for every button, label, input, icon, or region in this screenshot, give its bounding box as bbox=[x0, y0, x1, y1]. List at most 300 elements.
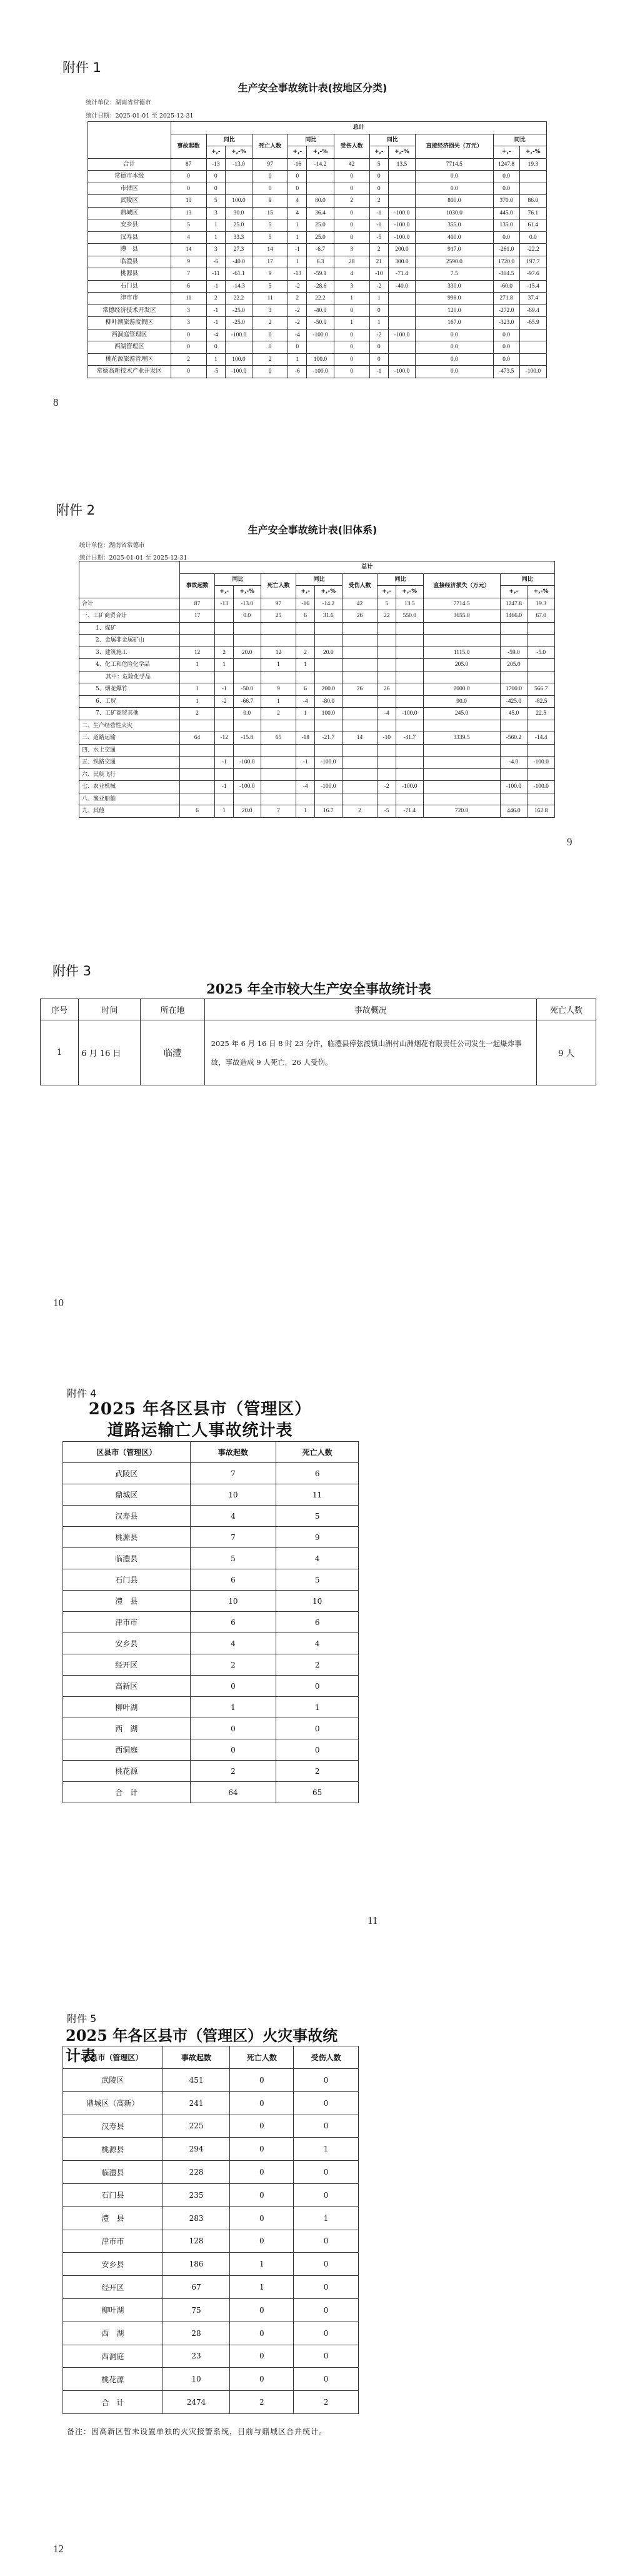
table-cell: -100.0 bbox=[307, 366, 334, 378]
table-row bbox=[88, 366, 547, 378]
table-cell: 6 bbox=[296, 683, 314, 696]
table-cell: 445.0 bbox=[493, 207, 519, 219]
table-cell: 1 bbox=[296, 805, 314, 818]
table-cell: -10 bbox=[369, 268, 388, 281]
table-cell bbox=[378, 659, 396, 672]
table4 bbox=[62, 1441, 359, 1803]
table-cell: 0 bbox=[294, 2230, 359, 2253]
table-cell: 0 bbox=[276, 1718, 359, 1739]
table-row bbox=[88, 304, 547, 317]
table-cell: -100.0 bbox=[314, 757, 342, 769]
table4-title-line1: 2025 年各区县市（管理区） bbox=[88, 1400, 312, 1419]
row-label: 澧 县 bbox=[63, 2206, 163, 2230]
table-cell: 0 bbox=[334, 366, 369, 378]
table-cell: 0 bbox=[334, 341, 369, 354]
table-cell: 19.3 bbox=[519, 158, 546, 171]
table1 bbox=[88, 121, 547, 378]
table-cell: 17 bbox=[252, 256, 288, 268]
row-label: 汉寿县 bbox=[88, 231, 171, 244]
row-label: 桃源县 bbox=[63, 2138, 163, 2161]
table-cell bbox=[500, 671, 528, 683]
table-cell: 235 bbox=[162, 2183, 230, 2206]
table-cell bbox=[396, 695, 423, 708]
table-cell bbox=[342, 768, 378, 781]
table-cell: -41.7 bbox=[396, 732, 423, 745]
table-cell: 2000.0 bbox=[423, 683, 500, 696]
table-cell: -16 bbox=[288, 158, 307, 171]
table-cell: 22.2 bbox=[225, 293, 252, 305]
table-cell: -560.2 bbox=[500, 732, 528, 745]
table-cell bbox=[261, 781, 296, 793]
row-label: 鼎城区 bbox=[63, 1484, 191, 1506]
row-label: 武陵区 bbox=[88, 195, 171, 208]
table2-title: 生产安全事故统计表(旧体系) bbox=[248, 524, 378, 536]
table-cell bbox=[396, 622, 423, 635]
table-cell: 0 bbox=[230, 2183, 294, 2206]
table-cell bbox=[396, 768, 423, 781]
table-row bbox=[63, 1506, 359, 1527]
table4-header-row bbox=[63, 1442, 359, 1463]
table-cell bbox=[528, 671, 555, 683]
table-cell: 135.0 bbox=[493, 219, 519, 232]
table2-header-loss: 直接经济损失（万元） bbox=[423, 573, 500, 598]
table-cell: 1720.0 bbox=[493, 256, 519, 268]
table-cell bbox=[342, 659, 378, 672]
table-row bbox=[88, 341, 547, 354]
row-label: 汉寿县 bbox=[63, 1506, 191, 1527]
table4-header-cell: 事故起数 bbox=[190, 1442, 276, 1463]
table-row bbox=[88, 231, 547, 244]
row-label: 桃花源旅游管理区 bbox=[88, 353, 171, 366]
table-cell: 0.0 bbox=[416, 341, 494, 354]
table-cell: -5 bbox=[206, 366, 225, 378]
table-cell: 2 bbox=[369, 195, 388, 208]
table-cell: -100.0 bbox=[396, 708, 423, 720]
row-label: 其中：危险化学品 bbox=[79, 671, 180, 683]
table5 bbox=[62, 2046, 359, 2414]
table-cell: 0 bbox=[206, 183, 225, 195]
table-cell: -100.0 bbox=[314, 781, 342, 793]
table2-header-yoy: 同比 bbox=[215, 573, 261, 586]
table-cell: -5.0 bbox=[528, 647, 555, 659]
table-cell: 0 bbox=[230, 2206, 294, 2230]
table-cell: 0.0 bbox=[493, 231, 519, 244]
table-cell: -13 bbox=[215, 598, 233, 610]
table-cell: 0 bbox=[294, 2115, 359, 2138]
table1-header-loss: 直接经济损失（万元） bbox=[416, 134, 494, 158]
row-label: 6、工贸 bbox=[79, 695, 180, 708]
table-row bbox=[88, 293, 547, 305]
table-row bbox=[63, 1761, 359, 1782]
table-cell bbox=[388, 183, 415, 195]
table-cell: 1 bbox=[230, 2253, 294, 2276]
table-row bbox=[88, 158, 547, 171]
table2-date: 统计日期：2025-01-01 至 2025-12-31 bbox=[79, 555, 188, 561]
table-cell: 0 bbox=[294, 2298, 359, 2322]
table-cell: 6.3 bbox=[307, 256, 334, 268]
table-cell: 22 bbox=[378, 610, 396, 623]
table-cell: -60.0 bbox=[493, 280, 519, 293]
table-cell: 5 bbox=[171, 219, 206, 232]
table-cell: 36.4 bbox=[307, 207, 334, 219]
table-cell: 20.0 bbox=[314, 647, 342, 659]
table-cell: 90.0 bbox=[423, 695, 500, 708]
table-cell bbox=[233, 768, 261, 781]
table-cell: 10 bbox=[162, 2368, 230, 2391]
table-cell: 0 bbox=[294, 2069, 359, 2092]
table-cell bbox=[378, 695, 396, 708]
table5-container bbox=[62, 2046, 359, 2414]
table-cell: 14 bbox=[342, 732, 378, 745]
table-cell: 1 bbox=[334, 293, 369, 305]
cell-no: 1 bbox=[41, 1020, 79, 1085]
table-row bbox=[79, 720, 555, 732]
table-row bbox=[79, 683, 555, 696]
table-cell: -14.2 bbox=[307, 158, 334, 171]
table-row bbox=[63, 2161, 359, 2184]
table-row bbox=[88, 317, 547, 330]
table-cell bbox=[423, 622, 500, 635]
table-cell: 0 bbox=[206, 341, 225, 354]
table-cell bbox=[179, 635, 215, 647]
table-row bbox=[88, 219, 547, 232]
table-cell: -14.4 bbox=[528, 732, 555, 745]
table-cell: 0.0 bbox=[493, 353, 519, 366]
table-cell: 0.0 bbox=[416, 183, 494, 195]
row-label: 石门县 bbox=[63, 2183, 163, 2206]
table-cell: 0 bbox=[294, 2345, 359, 2368]
table-cell: -100.0 bbox=[225, 366, 252, 378]
table-cell: 0.0 bbox=[519, 231, 546, 244]
table-cell: 0 bbox=[294, 2368, 359, 2391]
table-row bbox=[63, 2230, 359, 2253]
row-label: 安乡县 bbox=[63, 1633, 191, 1654]
table-row bbox=[79, 757, 555, 769]
table-cell: 37.4 bbox=[519, 293, 546, 305]
table-cell bbox=[500, 768, 528, 781]
table1-header-injuries: 受伤人数 bbox=[334, 134, 369, 158]
row-label: 二、生产经营性火灾 bbox=[79, 720, 180, 732]
table-cell: -13.0 bbox=[233, 598, 261, 610]
table-cell: 6 bbox=[296, 610, 314, 623]
table-cell: 2 bbox=[190, 1654, 276, 1676]
table-row bbox=[63, 1739, 359, 1761]
table-cell bbox=[233, 659, 261, 672]
table-cell: 0 bbox=[252, 183, 288, 195]
table-cell: 0.0 bbox=[416, 171, 494, 183]
table-cell: 0 bbox=[230, 2161, 294, 2184]
row-label: 临澧县 bbox=[63, 2161, 163, 2184]
row-label: 三、道路运输 bbox=[79, 732, 180, 745]
table-cell: 3 bbox=[171, 304, 206, 317]
table-cell: 11 bbox=[171, 293, 206, 305]
table1-container bbox=[88, 121, 547, 378]
table-row bbox=[63, 2322, 359, 2345]
table-cell: 80.0 bbox=[307, 195, 334, 208]
table-cell bbox=[215, 793, 233, 805]
row-label: 石门县 bbox=[88, 280, 171, 293]
table-cell: 0 bbox=[334, 353, 369, 366]
row-label: 安乡县 bbox=[88, 219, 171, 232]
table-cell: 1 bbox=[288, 219, 307, 232]
table-cell: 0 bbox=[171, 171, 206, 183]
table-cell: -6 bbox=[288, 366, 307, 378]
table-row bbox=[79, 805, 555, 818]
table-cell: 20.0 bbox=[233, 805, 261, 818]
table-cell: 0 bbox=[230, 2069, 294, 2092]
table-cell bbox=[396, 744, 423, 757]
table-cell: -10 bbox=[378, 732, 396, 745]
table-cell: 5 bbox=[252, 231, 288, 244]
table-cell: 10 bbox=[171, 195, 206, 208]
table-row bbox=[79, 768, 555, 781]
table-cell bbox=[296, 622, 314, 635]
table-cell: 1 bbox=[294, 2138, 359, 2161]
table-cell: 1 bbox=[261, 695, 296, 708]
table3-header-place: 所在地 bbox=[141, 999, 204, 1020]
table-cell: 65 bbox=[276, 1782, 359, 1803]
table-cell: -304.5 bbox=[493, 268, 519, 281]
table-cell bbox=[378, 793, 396, 805]
table-cell: 33.3 bbox=[225, 231, 252, 244]
table-cell: 1 bbox=[369, 317, 388, 330]
table-cell: 42 bbox=[334, 158, 369, 171]
row-label: 桃花源 bbox=[63, 2368, 163, 2391]
table-cell bbox=[314, 635, 342, 647]
table-cell: 25.0 bbox=[307, 219, 334, 232]
table-cell: -40.0 bbox=[388, 280, 415, 293]
table-row bbox=[63, 2115, 359, 2138]
page-number-9: 9 bbox=[567, 836, 572, 848]
table2-header-pm: +,- bbox=[378, 586, 396, 598]
table-cell: 5 bbox=[378, 598, 396, 610]
table-cell: 15 bbox=[252, 207, 288, 219]
table1-header-pm: +,- bbox=[369, 146, 388, 159]
table2-header-blank bbox=[79, 561, 180, 598]
table-cell: 87 bbox=[171, 158, 206, 171]
table-cell bbox=[179, 622, 215, 635]
table-row bbox=[63, 2138, 359, 2161]
table-cell: 1247.8 bbox=[500, 598, 528, 610]
table3-header-deaths: 死亡人数 bbox=[536, 999, 596, 1020]
table-cell: -50.0 bbox=[307, 317, 334, 330]
table-cell: 1247.8 bbox=[493, 158, 519, 171]
table-cell bbox=[233, 744, 261, 757]
table-cell: 0 bbox=[230, 2345, 294, 2368]
table3-header-no: 序号 bbox=[41, 999, 79, 1020]
table-cell: 0 bbox=[230, 2322, 294, 2345]
row-label: 7、工矿商贸其他 bbox=[79, 708, 180, 720]
table5-header-cell: 区县市（管理区） bbox=[63, 2046, 163, 2069]
row-label: 八、渔业船舶 bbox=[79, 793, 180, 805]
table-cell: 0.0 bbox=[493, 183, 519, 195]
table-cell: 205.0 bbox=[423, 659, 500, 672]
table-cell: -18 bbox=[296, 732, 314, 745]
table-cell: -65.9 bbox=[519, 317, 546, 330]
table-cell bbox=[314, 768, 342, 781]
row-label: 3、建筑施工 bbox=[79, 647, 180, 659]
table-cell: 45.0 bbox=[500, 708, 528, 720]
table-cell: 0 bbox=[334, 207, 369, 219]
table-cell: 1 bbox=[296, 659, 314, 672]
table3-container bbox=[40, 999, 596, 1085]
table-cell bbox=[342, 793, 378, 805]
table-cell: 2 bbox=[342, 805, 378, 818]
table-cell: -473.5 bbox=[493, 366, 519, 378]
table-cell: -1 bbox=[369, 366, 388, 378]
table-cell: 3 bbox=[334, 244, 369, 256]
table-cell: 0.0 bbox=[416, 329, 494, 341]
table-cell: 1 bbox=[334, 317, 369, 330]
table-cell: 5 bbox=[369, 158, 388, 171]
table-cell: 917.0 bbox=[416, 244, 494, 256]
table-cell bbox=[378, 744, 396, 757]
row-label: 常德市本级 bbox=[88, 171, 171, 183]
table-cell: 451 bbox=[162, 2069, 230, 2092]
row-label: 石门县 bbox=[63, 1569, 191, 1591]
table-cell bbox=[378, 635, 396, 647]
table2-header-total: 总计 bbox=[179, 561, 554, 574]
table-cell: 16.7 bbox=[314, 805, 342, 818]
table-row bbox=[79, 744, 555, 757]
table-cell: 0 bbox=[252, 329, 288, 341]
table-cell: 3 bbox=[334, 280, 369, 293]
table-cell: -1 bbox=[215, 781, 233, 793]
table1-header-pm: +,- bbox=[493, 146, 519, 159]
table-cell: -100.0 bbox=[225, 329, 252, 341]
table-cell: 21 bbox=[369, 256, 388, 268]
table-cell: 4 bbox=[334, 268, 369, 281]
table-cell bbox=[423, 768, 500, 781]
table-cell: 167.0 bbox=[416, 317, 494, 330]
table-cell: -1 bbox=[215, 683, 233, 696]
table-cell bbox=[396, 683, 423, 696]
table-cell bbox=[519, 353, 546, 366]
table-row bbox=[63, 1782, 359, 1803]
table-cell: 100.0 bbox=[307, 353, 334, 366]
table-cell bbox=[233, 720, 261, 732]
table-cell: 5 bbox=[276, 1506, 359, 1527]
table-cell: 2 bbox=[369, 244, 388, 256]
table-row bbox=[63, 1527, 359, 1548]
table-cell: -2 bbox=[288, 304, 307, 317]
table-cell bbox=[261, 622, 296, 635]
table-cell: -425.0 bbox=[500, 695, 528, 708]
table-cell: 7714.5 bbox=[416, 158, 494, 171]
table-cell: 7 bbox=[171, 268, 206, 281]
table-cell bbox=[225, 183, 252, 195]
table-cell: 10 bbox=[276, 1591, 359, 1612]
table-row bbox=[41, 1020, 596, 1085]
table-cell bbox=[307, 341, 334, 354]
table-row bbox=[63, 1697, 359, 1718]
table-row bbox=[88, 195, 547, 208]
table-row bbox=[63, 1633, 359, 1654]
table-cell: 4 bbox=[190, 1506, 276, 1527]
table-cell bbox=[215, 622, 233, 635]
table-cell bbox=[296, 793, 314, 805]
table2-header-injuries: 受伤人数 bbox=[342, 573, 378, 598]
table-cell: 0.0 bbox=[233, 610, 261, 623]
table-cell bbox=[396, 720, 423, 732]
table-cell: 0 bbox=[171, 183, 206, 195]
table-cell: 2 bbox=[252, 317, 288, 330]
table-cell: 97 bbox=[261, 598, 296, 610]
table1-title: 生产安全事故统计表(按地区分类) bbox=[238, 82, 388, 94]
table-cell: -11 bbox=[206, 268, 225, 281]
table-cell bbox=[261, 768, 296, 781]
table-cell bbox=[261, 757, 296, 769]
table-cell bbox=[342, 695, 378, 708]
table-cell: 0 bbox=[334, 329, 369, 341]
table-cell: 12 bbox=[261, 647, 296, 659]
table-row bbox=[63, 2253, 359, 2276]
table-cell bbox=[423, 793, 500, 805]
table-cell: 200.0 bbox=[314, 683, 342, 696]
table-cell: 3 bbox=[206, 207, 225, 219]
table-cell bbox=[261, 744, 296, 757]
table-cell: -4 bbox=[296, 781, 314, 793]
table-cell bbox=[378, 757, 396, 769]
table-cell: 0 bbox=[294, 2276, 359, 2299]
table-cell: 0 bbox=[294, 2253, 359, 2276]
table-row bbox=[88, 353, 547, 366]
table-cell: -1 bbox=[206, 317, 225, 330]
table-cell bbox=[215, 768, 233, 781]
table-cell bbox=[261, 720, 296, 732]
table2-header-deaths: 死亡人数 bbox=[261, 573, 296, 598]
table-cell bbox=[528, 635, 555, 647]
table1-header-blank bbox=[88, 122, 171, 159]
annex-label-3: 附件 3 bbox=[52, 963, 92, 979]
table1-date: 统计日期：2025-01-01 至 2025-12-31 bbox=[86, 113, 194, 119]
table-cell: 2 bbox=[171, 353, 206, 366]
table-cell: 1466.0 bbox=[500, 610, 528, 623]
table-cell bbox=[342, 671, 378, 683]
table-cell: -100.0 bbox=[388, 207, 415, 219]
table-cell bbox=[233, 622, 261, 635]
table-row bbox=[63, 1484, 359, 1506]
table-cell: -25.0 bbox=[225, 317, 252, 330]
table-cell: 3339.5 bbox=[423, 732, 500, 745]
table-cell: 200.0 bbox=[388, 244, 415, 256]
table-cell: 65 bbox=[261, 732, 296, 745]
table-cell: 61.4 bbox=[519, 219, 546, 232]
table-cell: 12 bbox=[179, 647, 215, 659]
table1-header-yoy: 同比 bbox=[493, 134, 546, 146]
table-cell bbox=[519, 183, 546, 195]
table-cell: -100.0 bbox=[388, 329, 415, 341]
table-cell: 0 bbox=[230, 2230, 294, 2253]
table-cell: 2 bbox=[190, 1761, 276, 1782]
row-label: 西洞庭 bbox=[63, 1739, 191, 1761]
table-cell: -21.7 bbox=[314, 732, 342, 745]
table-cell bbox=[215, 720, 233, 732]
table-cell: -100.0 bbox=[307, 329, 334, 341]
table-cell: 97 bbox=[252, 158, 288, 171]
annex-label-2: 附件 2 bbox=[56, 503, 96, 518]
table-cell: 2 bbox=[252, 353, 288, 366]
table-cell bbox=[388, 171, 415, 183]
table-row bbox=[63, 1676, 359, 1697]
row-label: 四、水上交通 bbox=[79, 744, 180, 757]
table-cell: -2 bbox=[288, 317, 307, 330]
table-cell: 5 bbox=[190, 1548, 276, 1569]
table-cell: 1 bbox=[215, 805, 233, 818]
table-cell: 197.7 bbox=[519, 256, 546, 268]
table-cell bbox=[307, 171, 334, 183]
table-cell: 25.0 bbox=[307, 231, 334, 244]
